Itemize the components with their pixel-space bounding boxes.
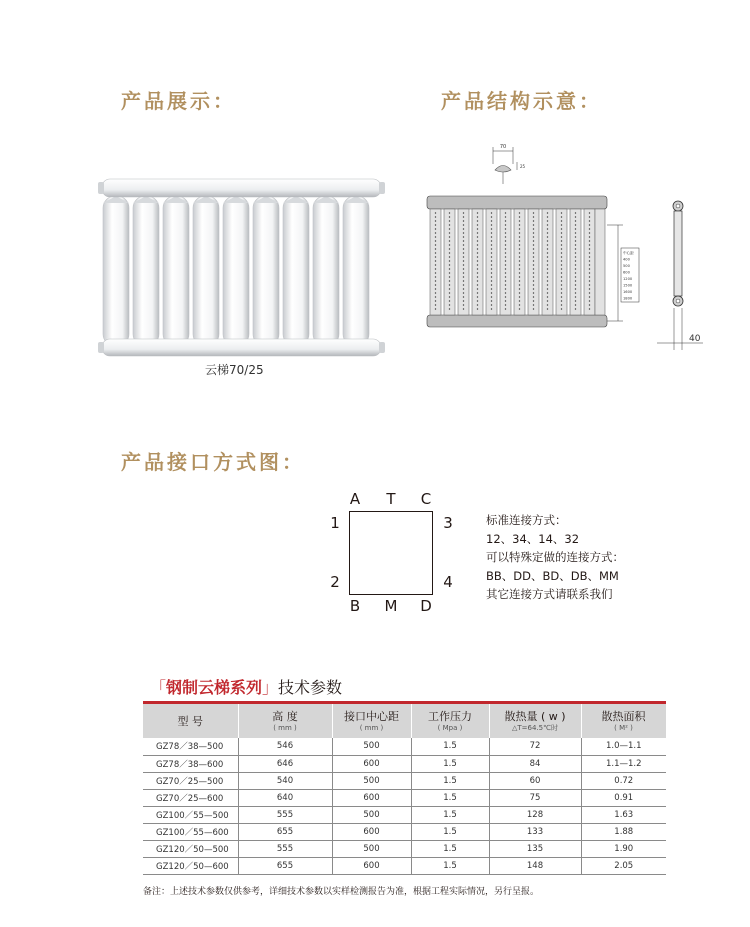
col-pressure: 工作压力 ( Mpa ) (411, 704, 489, 738)
heading-suffix: 技术参数 (278, 678, 343, 697)
col-height: 高 度 ( mm ) (238, 704, 332, 738)
heading-series-name: 钢制云梯系列 (166, 678, 263, 697)
port-label-d: D (420, 597, 432, 615)
note-standard-title: 标准连接方式： (486, 513, 567, 527)
side-elevation (657, 201, 703, 350)
svg-text:中心距: 中心距 (623, 251, 634, 255)
connection-diagram (320, 488, 470, 618)
heading-bracket-open: 「 (150, 678, 167, 697)
radiator-product-image (98, 177, 385, 358)
svg-text:1200: 1200 (623, 277, 633, 281)
spec-heading (150, 675, 342, 698)
table-row: GZ78／38—600 646 600 1.5 84 1.1—1.2 (143, 755, 666, 772)
port-label-b: B (349, 597, 361, 615)
table-row: GZ120／50—500 555 500 1.5 135 1.90 (143, 840, 666, 857)
col-surface-area: 散热面积 ( M² ) (581, 704, 666, 738)
dim-depth-label: 25 (520, 164, 526, 169)
port-label-m: M (384, 597, 398, 615)
svg-text:500: 500 (623, 264, 630, 268)
table-row: GZ78／38—500 546 500 1.5 72 1.0—1.1 (143, 738, 666, 755)
dim-width-label: 70 (499, 144, 507, 150)
port-label-c: C (420, 490, 432, 508)
svg-text:1800: 1800 (623, 296, 633, 301)
port-label-1: 1 (330, 514, 340, 532)
svg-text:1600: 1600 (623, 290, 633, 294)
note-contact: 其它连接方式请联系我们 (486, 587, 613, 601)
product-caption: 云梯70/25 (205, 363, 264, 377)
table-row: GZ120／50—600 655 600 1.5 148 2.05 (143, 857, 666, 874)
svg-text:1500: 1500 (623, 283, 633, 288)
section-title-connection-methods: 产品接口方式图： (121, 450, 305, 474)
svg-text:400: 400 (623, 257, 630, 262)
spec-table-header (143, 704, 666, 738)
note-custom-values: BB、DD、BD、DB、MM (486, 568, 619, 583)
table-row: GZ100／55—600 655 600 1.5 133 1.88 (143, 823, 666, 840)
svg-text:600: 600 (623, 270, 630, 275)
port-label-a: A (349, 490, 361, 508)
note-standard-values: 12、34、14、32 (486, 531, 580, 546)
spec-table (143, 704, 667, 875)
front-elevation (427, 196, 639, 327)
port-label-t: T (386, 490, 396, 508)
cross-section-detail (493, 144, 526, 184)
col-heat-output: 散热量 ( w ) △T=64.5℃时 (489, 704, 581, 738)
section-title-product-structure: 产品结构示意： (441, 89, 602, 113)
connection-notes (486, 511, 624, 604)
note-custom-title: 可以特殊定做的连接方式： (486, 550, 624, 564)
col-model: 型 号 (143, 704, 238, 738)
table-row: GZ70／25—600 640 600 1.5 75 0.91 (143, 789, 666, 806)
structure-diagram (425, 140, 725, 355)
table-row: GZ100／55—500 555 500 1.5 128 1.63 (143, 806, 666, 823)
radiator-outline-box (349, 511, 433, 595)
port-label-2: 2 (330, 573, 340, 591)
side-depth-label: 40 (689, 334, 701, 344)
section-title-product-display: 产品展示： (121, 89, 236, 113)
port-label-4: 4 (443, 573, 453, 591)
table-row: GZ70／25—500 540 500 1.5 60 0.72 (143, 772, 666, 789)
spec-footnote: 备注：上述技术参数仅供参考，详细技术参数以实样检测报告为准，根据工程实际情况，另行呈报。 (143, 887, 540, 897)
port-label-3: 3 (443, 514, 453, 532)
heading-bracket-close: 」 (262, 678, 279, 697)
col-center-distance: 接口中心距 ( mm ) (332, 704, 411, 738)
